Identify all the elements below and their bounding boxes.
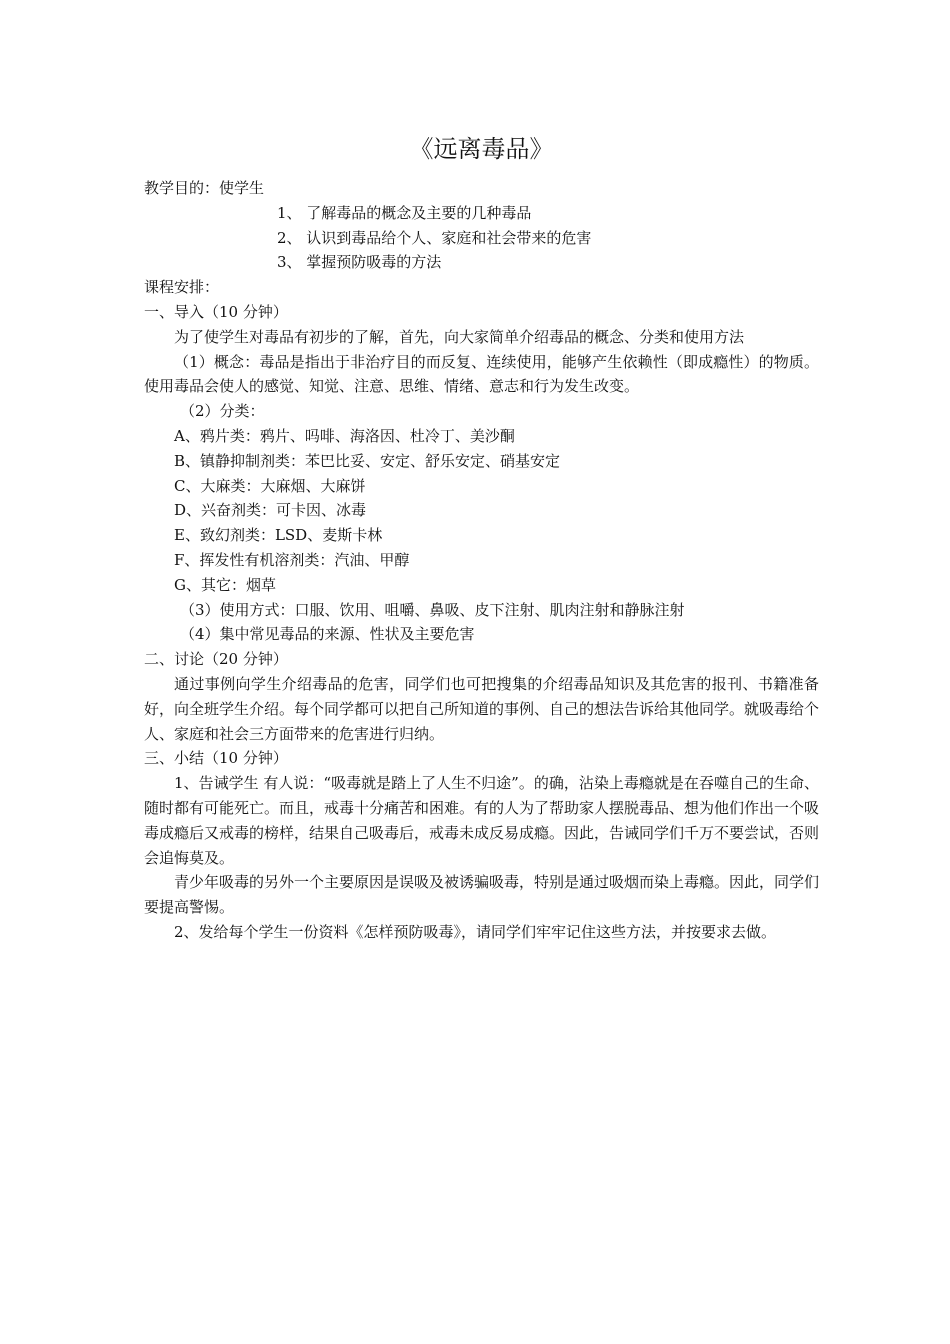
- section-heading: 三、小结（10 分钟）: [144, 749, 288, 768]
- objective-label: 教学目的：使学生: [144, 179, 265, 197]
- objective-item: 2、 认识到毒品给个人、家庭和社会带来的危害: [277, 228, 592, 247]
- summary-paragraph: 1、告诫学生 有人说：“吸毒就是踏上了人生不归途”。的确，沾染上毒瘾就是在吞噬自己的生命、随时都有可能死亡。而且，戒毒十分痛苦和困难。有的人为了帮助家人摆脱毒品、想为他们作出一个吸毒成瘾后又戒毒的榜样，结果自己吸毒后，戒毒未成反易成瘾。因此，告诫同学们千万不要尝试，否则会追悔莫及。: [144, 774, 820, 867]
- category-item: B、镇静抑制剂类：苯巴比妥、安定、舒乐安定、硝基安定: [174, 451, 561, 470]
- document-title: 《远离毒品》: [409, 135, 554, 163]
- category-item: D、兴奋剂类：可卡因、冰毒: [174, 501, 367, 520]
- category-item: E、致幻剂类：LSD、麦斯卡林: [174, 526, 383, 545]
- summary-paragraph: 青少年吸毒的另外一个主要原因是误吸及被诱骗吸毒，特别是通过吸烟而染上毒瘾。因此，同学们要提高警惕。: [144, 873, 820, 917]
- section-heading: 二、讨论（20 分钟）: [144, 650, 288, 669]
- section-heading: 一、导入（10 分钟）: [144, 302, 288, 321]
- sources-line: （4）集中常见毒品的来源、性状及主要危害: [180, 625, 475, 644]
- schedule-label: 课程安排：: [144, 278, 220, 297]
- category-item: A、鸦片类：鸦片、吗啡、海洛因、杜冷丁、美沙酮: [174, 426, 515, 445]
- usage-line: （3）使用方式：口服、饮用、咀嚼、鼻吸、皮下注射、肌肉注射和静脉注射: [180, 600, 685, 619]
- intro-paragraph: 为了使学生对毒品有初步的了解，首先，向大家简单介绍毒品的概念、分类和使用方法: [174, 327, 745, 346]
- concept-paragraph: （1）概念：毒品是指出于非治疗目的而反复、连续使用，能够产生依赖性（即成瘾性）的物质。使用毒品会使人的感觉、知觉、注意、思维、情绪、意志和行为发生改变。: [144, 352, 819, 396]
- summary-paragraph: 2、发给每个学生一份资料《怎样预防吸毒》，请同学们牢牢记住这些方法，并按要求去做。: [174, 922, 777, 941]
- objective-item: 3、 掌握预防吸毒的方法: [277, 253, 442, 272]
- classification-label: （2）分类：: [180, 402, 265, 421]
- objective-item: 1、 了解毒品的概念及主要的几种毒品: [277, 203, 532, 222]
- document-body: [144, 132, 819, 945]
- category-item: F、挥发性有机溶剂类：汽油、甲醇: [174, 550, 410, 569]
- category-item: C、大麻类：大麻烟、大麻饼: [174, 476, 366, 495]
- discussion-paragraph: 通过事例向学生介绍毒品的危害，同学们也可把搜集的介绍毒品知识及其危害的报刊、书籍准备好，向全班学生介绍。每个同学都可以把自己所知道的事例、自己的想法告诉给其他同学。就吸毒给个人、家庭和社会三方面带来的危害进行归纳。: [144, 674, 820, 743]
- category-item: G、其它：烟草: [174, 575, 276, 594]
